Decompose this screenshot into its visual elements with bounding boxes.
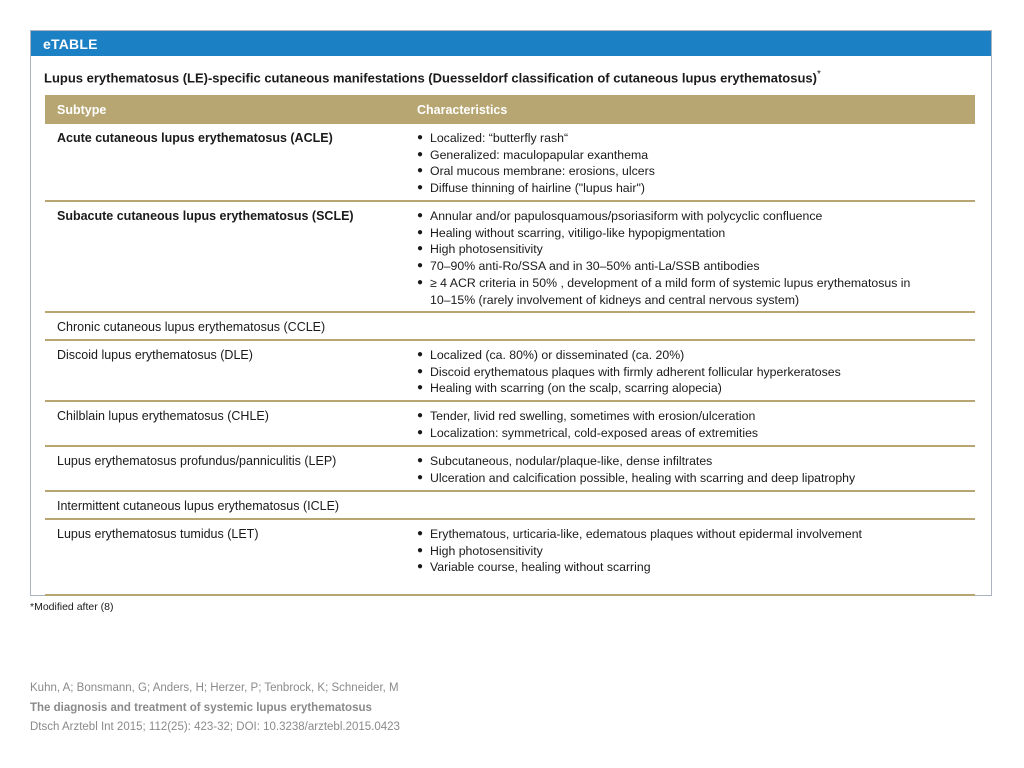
characteristic-item: ● Variable course, healing without scarring: [417, 559, 862, 576]
etable-header: eTABLE: [31, 31, 991, 56]
column-header-characteristics: Characteristics: [417, 103, 508, 117]
characteristic-item: ● 70–90% anti-Ro/SSA and in 30–50% anti-La/SSB antibodies: [417, 258, 910, 275]
citation: [30, 679, 400, 738]
table-row: [45, 341, 975, 402]
subtype-cell: Lupus erythematosus tumidus (LET): [57, 527, 259, 541]
table-title-marker: *: [816, 69, 821, 80]
characteristics-list: [417, 347, 841, 397]
citation-source: Dtsch Arztebl Int 2015; 112(25): 423-32; DOI: 10.3238/arztebl.2015.0423: [30, 721, 400, 733]
characteristic-item: ● Healing without scarring, vitiligo-like hypopigmentation: [417, 225, 910, 242]
table-row: [45, 492, 975, 520]
column-header-row: [45, 95, 975, 124]
characteristic-item: ● Erythematous, urticaria-like, edematous plaques without epidermal involvement: [417, 526, 862, 543]
subtype-cell: Subacute cutaneous lupus erythematosus (SCLE): [57, 209, 354, 223]
characteristic-item: ● Localized (ca. 80%) or disseminated (ca. 20%): [417, 347, 841, 364]
footnote: *Modified after (8): [30, 601, 114, 613]
table-row: [45, 447, 975, 492]
subtype-cell: Chilblain lupus erythematosus (CHLE): [57, 409, 269, 423]
table-row: [45, 202, 975, 313]
characteristic-item: ● Annular and/or papulosquamous/psoriasiform with polycyclic confluence: [417, 208, 910, 225]
subtype-cell: Discoid lupus erythematosus (DLE): [57, 348, 253, 362]
characteristics-list: [417, 130, 655, 197]
characteristic-item: ● Subcutaneous, nodular/plaque-like, dense infiltrates: [417, 453, 855, 470]
subtype-cell: Chronic cutaneous lupus erythematosus (CCLE): [57, 320, 326, 334]
characteristic-item: ● Localized: “butterfly rash“: [417, 130, 655, 147]
characteristic-item: ● Discoid erythematous plaques with firmly adherent follicular hyperkeratoses: [417, 364, 841, 381]
characteristic-item: ● Localization: symmetrical, cold-exposed areas of extremities: [417, 425, 758, 442]
characteristic-item: ● Oral mucous membrane: erosions, ulcers: [417, 163, 655, 180]
subtype-cell: Intermittent cutaneous lupus erythematosus (ICLE): [57, 499, 340, 513]
characteristic-item: ● Tender, livid red swelling, sometimes with erosion/ulceration: [417, 408, 758, 425]
characteristics-list: [417, 453, 855, 486]
table-row: [45, 313, 975, 341]
characteristic-item: ● Ulceration and calcification possible, healing with scarring and deep lipatrophy: [417, 470, 855, 487]
characteristics-list: [417, 408, 758, 441]
characteristic-item: ● Diffuse thinning of hairline ("lupus hair"): [417, 180, 655, 197]
citation-authors: Kuhn, A; Bonsmann, G; Anders, H; Herzer, P; Tenbrock, K; Schneider, M: [30, 682, 399, 694]
column-header-subtype: Subtype: [57, 103, 107, 117]
subtype-cell: Acute cutaneous lupus erythematosus (ACLE): [57, 131, 333, 145]
characteristic-item: ● Generalized: maculopapular exanthema: [417, 147, 655, 164]
characteristics-list: [417, 526, 862, 576]
characteristic-item: ● High photosensitivity: [417, 543, 862, 560]
characteristic-item: ● ≥ 4 ACR criteria in 50% , development of a mild form of systemic lupus erythematosus in 10–15% (rarely involvement of kidneys and central nervous system): [417, 275, 910, 308]
table-row: [45, 124, 975, 202]
characteristic-item: ● Healing with scarring (on the scalp, scarring alopecia): [417, 380, 841, 397]
table-title-text: Lupus erythematosus (LE)-specific cutaneous manifestations (Duesseldorf classification of cutaneous lupus erythematosus): [44, 70, 817, 86]
citation-title: The diagnosis and treatment of systemic lupus erythematosus: [30, 701, 372, 714]
table-body: [45, 124, 975, 596]
table-title: [44, 69, 821, 85]
table-row: [45, 402, 975, 447]
table-row: [45, 520, 975, 596]
subtype-cell: Lupus erythematosus profundus/panniculitis (LEP): [57, 454, 337, 468]
characteristics-list: [417, 208, 910, 308]
characteristic-item: ● High photosensitivity: [417, 241, 910, 258]
etable-figure: [30, 30, 992, 596]
